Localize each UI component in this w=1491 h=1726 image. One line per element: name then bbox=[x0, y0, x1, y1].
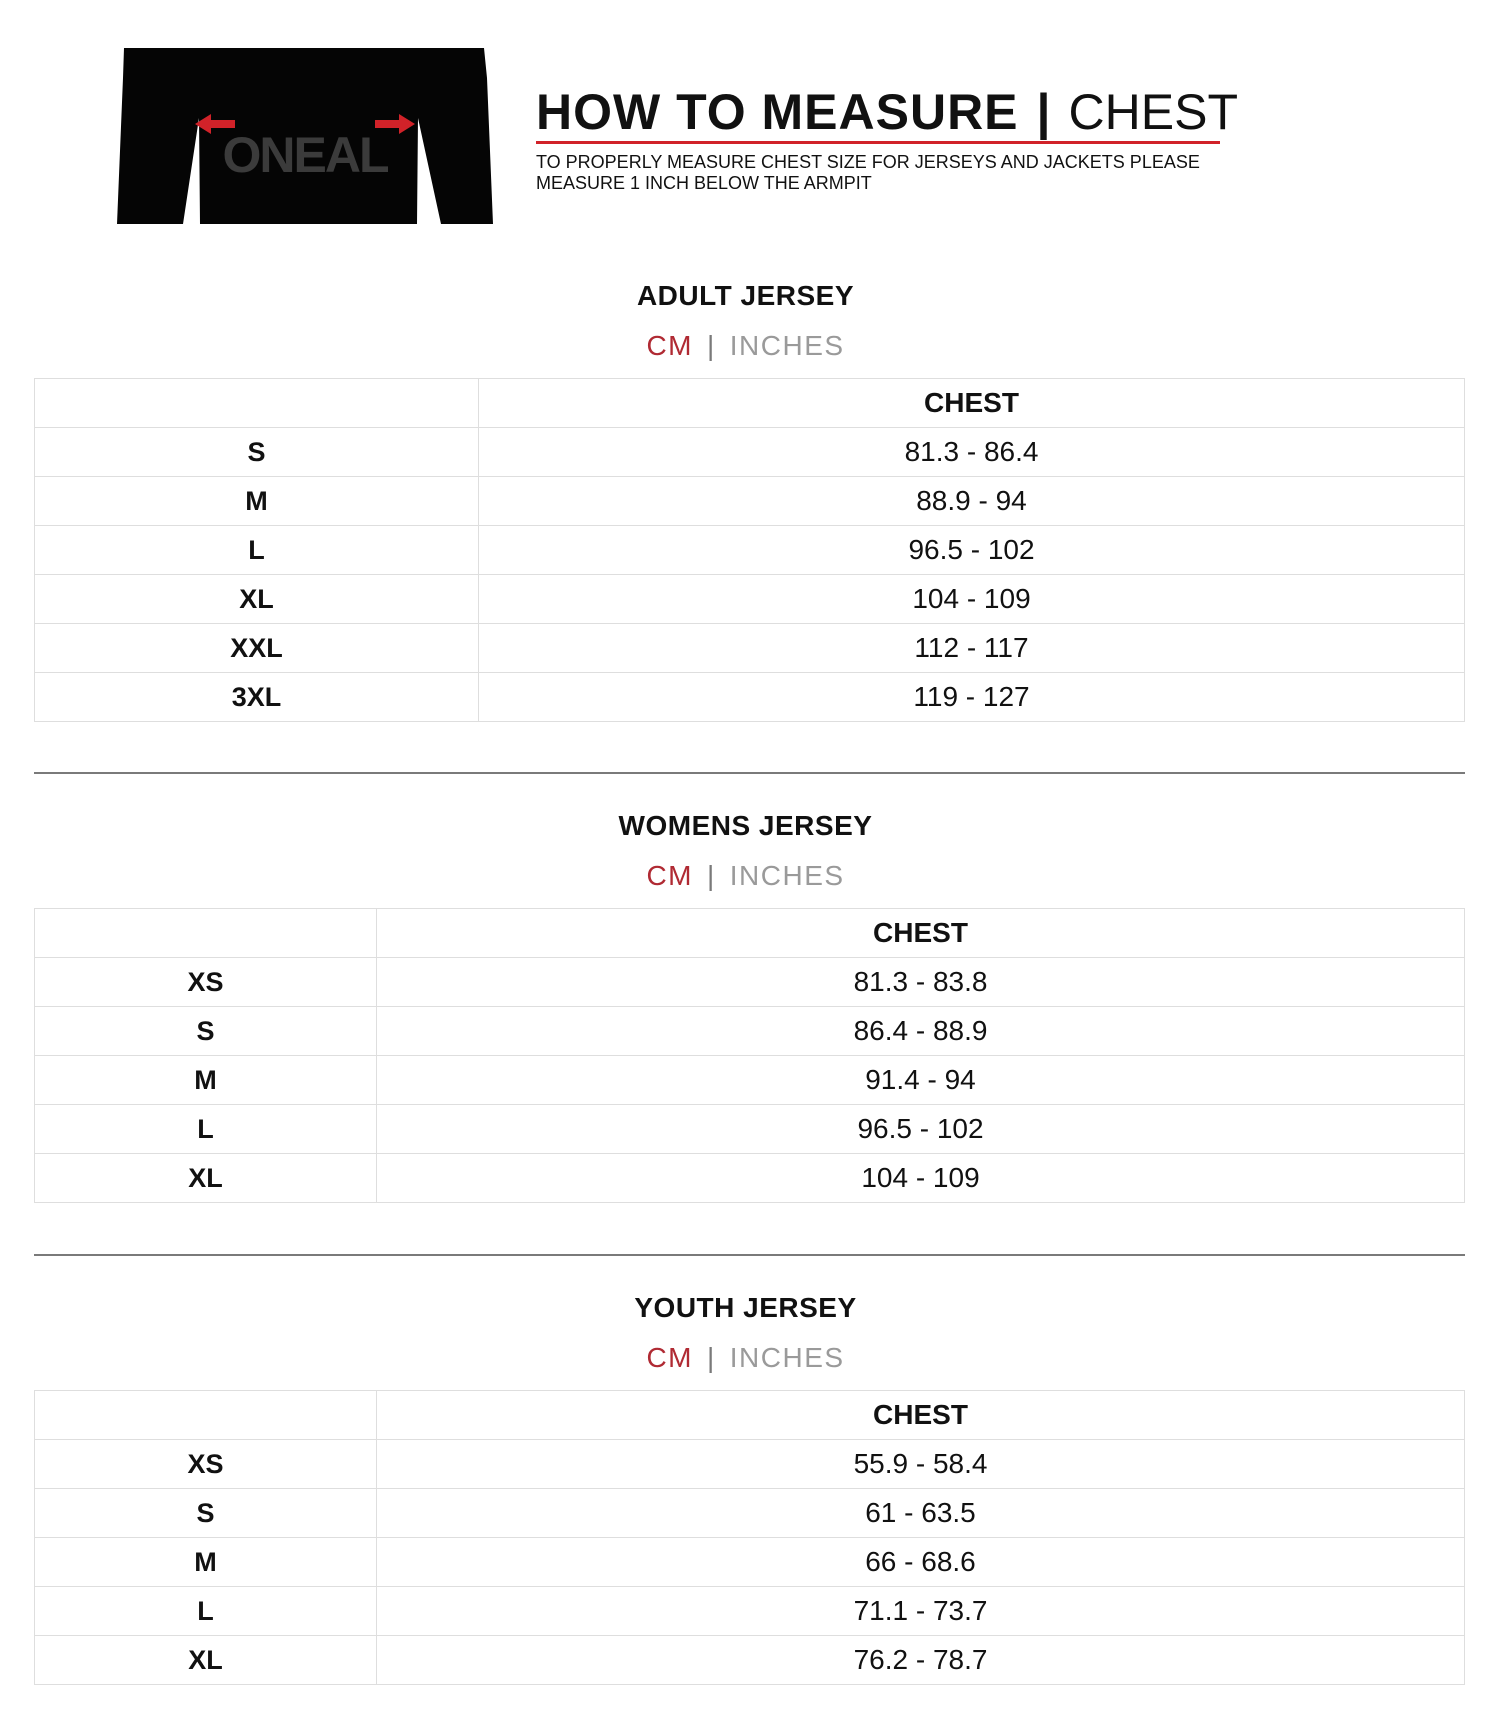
section-divider bbox=[34, 772, 1465, 774]
size-table-youth bbox=[34, 1390, 1465, 1685]
table-row bbox=[35, 526, 1465, 575]
unit-inches-option[interactable]: INCHES bbox=[729, 860, 845, 891]
unit-inches-option[interactable]: INCHES bbox=[729, 1342, 845, 1373]
table-header-row bbox=[35, 379, 1465, 428]
table-row bbox=[35, 1105, 1465, 1154]
brand-logo: ONEAL bbox=[222, 127, 388, 183]
chest-column-header: CHEST bbox=[377, 1391, 1465, 1440]
chest-value: 112 - 117 bbox=[479, 624, 1465, 673]
size-label: XL bbox=[35, 1636, 377, 1685]
unit-separator: | bbox=[706, 330, 716, 361]
chest-value: 81.3 - 86.4 bbox=[479, 428, 1465, 477]
unit-toggle-youth bbox=[0, 1342, 1491, 1374]
unit-cm-option[interactable]: CM bbox=[646, 330, 693, 361]
table-row bbox=[35, 575, 1465, 624]
size-column-header bbox=[35, 909, 377, 958]
table-header-row bbox=[35, 909, 1465, 958]
size-label: M bbox=[35, 1056, 377, 1105]
size-label: XS bbox=[35, 958, 377, 1007]
size-label: L bbox=[35, 1105, 377, 1154]
size-label: XL bbox=[35, 1154, 377, 1203]
table-row bbox=[35, 1489, 1465, 1538]
title-subject: CHEST bbox=[1068, 84, 1238, 140]
table-row bbox=[35, 477, 1465, 526]
table-row bbox=[35, 1440, 1465, 1489]
unit-cm-option[interactable]: CM bbox=[646, 860, 693, 891]
size-label: S bbox=[35, 428, 479, 477]
table-row bbox=[35, 958, 1465, 1007]
section-title-womens: WOMENS JERSEY bbox=[618, 810, 873, 841]
size-label: XL bbox=[35, 575, 479, 624]
size-label: S bbox=[35, 1489, 377, 1538]
section-title-adult: ADULT JERSEY bbox=[636, 280, 855, 311]
unit-cm-option[interactable]: CM bbox=[646, 1342, 693, 1373]
chest-column-header: CHEST bbox=[479, 379, 1465, 428]
page-header bbox=[0, 0, 1491, 240]
table-row bbox=[35, 1154, 1465, 1203]
chest-value: 86.4 - 88.9 bbox=[377, 1007, 1465, 1056]
title-underline bbox=[536, 141, 1220, 144]
chest-value: 71.1 - 73.7 bbox=[377, 1587, 1465, 1636]
unit-inches-option[interactable]: INCHES bbox=[729, 330, 845, 361]
table-row bbox=[35, 428, 1465, 477]
size-column-header bbox=[35, 1391, 377, 1440]
table-row bbox=[35, 1636, 1465, 1685]
chest-value: 66 - 68.6 bbox=[377, 1538, 1465, 1587]
size-label: XXL bbox=[35, 624, 479, 673]
unit-toggle-womens bbox=[0, 860, 1491, 892]
size-table-adult bbox=[34, 378, 1465, 722]
size-label: S bbox=[35, 1007, 377, 1056]
size-label: M bbox=[35, 1538, 377, 1587]
size-label: L bbox=[35, 1587, 377, 1636]
table-row bbox=[35, 1538, 1465, 1587]
table-row bbox=[35, 1056, 1465, 1105]
chest-value: 81.3 - 83.8 bbox=[377, 958, 1465, 1007]
chest-value: 96.5 - 102 bbox=[479, 526, 1465, 575]
chest-value: 119 - 127 bbox=[479, 673, 1465, 722]
measure-instructions: TO PROPERLY MEASURE CHEST SIZE FOR JERSEYS AND JACKETS PLEASE MEASURE 1 INCH BELOW THE ARMPIT bbox=[536, 152, 1200, 193]
section-title-youth: YOUTH JERSEY bbox=[634, 1292, 857, 1323]
chest-value: 76.2 - 78.7 bbox=[377, 1636, 1465, 1685]
unit-separator: | bbox=[706, 1342, 716, 1373]
size-label: M bbox=[35, 477, 479, 526]
chest-value: 91.4 - 94 bbox=[377, 1056, 1465, 1105]
size-table-womens bbox=[34, 908, 1465, 1203]
jersey-illustration bbox=[117, 48, 493, 224]
table-row bbox=[35, 673, 1465, 722]
unit-separator: | bbox=[706, 860, 716, 891]
size-label: XS bbox=[35, 1440, 377, 1489]
chest-value: 55.9 - 58.4 bbox=[377, 1440, 1465, 1489]
table-row bbox=[35, 1007, 1465, 1056]
chest-value: 61 - 63.5 bbox=[377, 1489, 1465, 1538]
page-title bbox=[536, 82, 1238, 142]
section-divider bbox=[34, 1254, 1465, 1256]
table-header-row bbox=[35, 1391, 1465, 1440]
chest-value: 96.5 - 102 bbox=[377, 1105, 1465, 1154]
table-row bbox=[35, 624, 1465, 673]
size-column-header bbox=[35, 379, 479, 428]
title-separator: | bbox=[1036, 84, 1051, 140]
chest-column-header: CHEST bbox=[377, 909, 1465, 958]
size-label: 3XL bbox=[35, 673, 479, 722]
size-label: L bbox=[35, 526, 479, 575]
chest-value: 104 - 109 bbox=[479, 575, 1465, 624]
unit-toggle-adult bbox=[0, 330, 1491, 362]
table-row bbox=[35, 1587, 1465, 1636]
chest-value: 104 - 109 bbox=[377, 1154, 1465, 1203]
chest-value: 88.9 - 94 bbox=[479, 477, 1465, 526]
title-main: HOW TO MEASURE bbox=[536, 84, 1019, 140]
